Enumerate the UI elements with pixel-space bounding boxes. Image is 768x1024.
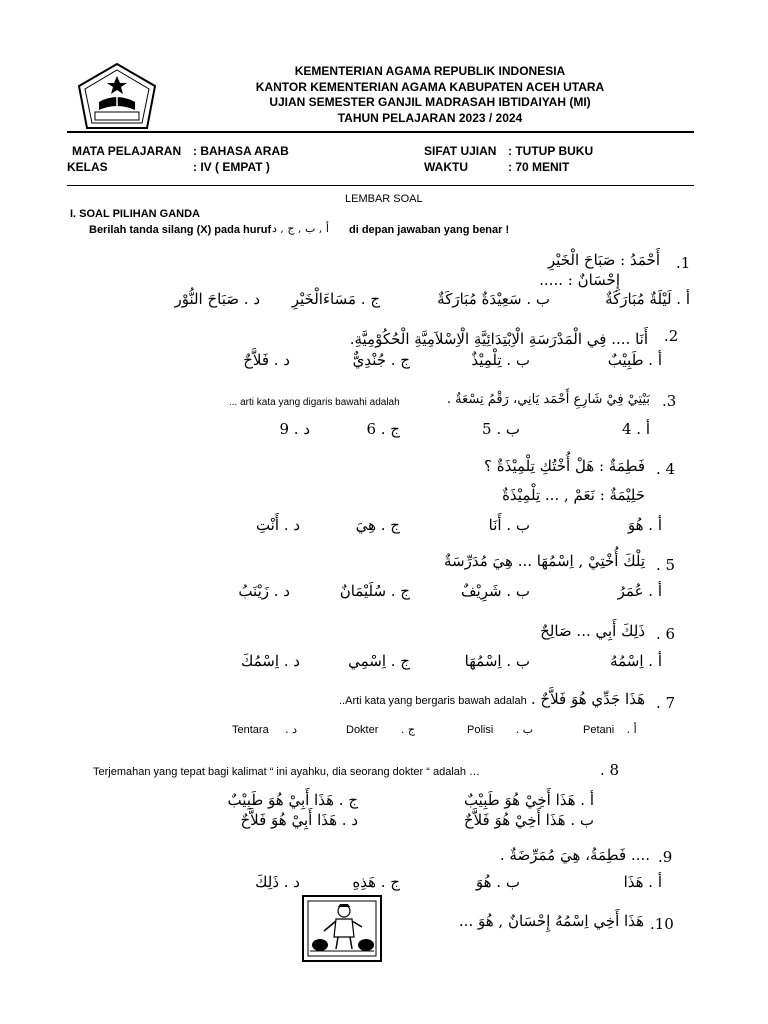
q8-option-a[interactable]: أ . هَذَا أَخِيْ هُوَ طَبِيْبٌ	[463, 791, 594, 809]
q8-option-b[interactable]: ب . هَذَا أَخِيْ هُوَ فَلاَّحٌ	[463, 811, 594, 829]
q8-number: . 8	[600, 761, 620, 779]
q7-option-a[interactable]	[583, 720, 637, 738]
q2-text: أَنَا .... فِي الْمَدْرَسَةِ الْاِبْتِدَائِيَّةِ الْاِسْلاَمِيَّةِ الْحُكُوْمِيَّةِ.	[349, 330, 648, 348]
q7-text-latin: ..Arti kata yang bergaris bawah adalah	[339, 695, 527, 707]
q10-number: .10	[650, 915, 674, 933]
instruction-letters: أ , ب , ج , د	[272, 222, 329, 235]
q1-option-b[interactable]: ب . سَعِيْدَةٌ مُبَارَكَةٌ	[437, 290, 550, 308]
q1-line-1: أَحْمَدُ : صَبَاحَ الْخَيْرِ	[547, 251, 660, 269]
q3-text-latin: ... arti kata yang digaris bawahi adalah	[229, 397, 400, 408]
q7-option-b[interactable]	[467, 720, 533, 738]
q8-text: Terjemahan yang tepat bagi kalimat “ ini ayahku, dia seorang dokter “ adalah …	[93, 766, 481, 778]
q7-text-arabic: هَذَا جَدِّي هُوَ فَلاَّحٌ .	[530, 690, 645, 708]
section-heading: I. SOAL PILIHAN GANDA	[70, 208, 200, 220]
q4-option-b[interactable]: ب . أَنَا	[488, 516, 530, 534]
q4-option-d[interactable]: د . أَنْتِ	[255, 516, 300, 534]
exam-mode-label: SIFAT UJIAN	[424, 144, 497, 158]
q6-number: . 6	[656, 625, 676, 643]
q7-option-d-text: Tentara	[232, 724, 269, 736]
q1-line-2: إِحْسَانٌ : .....	[539, 271, 620, 289]
q5-option-b[interactable]: ب . شَرِيْفٌ	[461, 582, 530, 600]
q9-option-c[interactable]: ج . هَذِهِ	[352, 873, 400, 891]
q6-option-d[interactable]: د . اِسْمُكَ	[240, 652, 300, 670]
q7-option-d[interactable]	[232, 720, 297, 738]
class-label: KELAS	[67, 160, 108, 174]
q1-option-a[interactable]: أ . لَيْلَةٌ مُبَارَكَةٌ	[605, 290, 690, 308]
q2-option-b[interactable]: ب . تِلْمِيْذٌ	[471, 351, 530, 369]
q6-option-a[interactable]: أ . اِسْمُهُ	[610, 652, 662, 670]
time-value: : 70 MENIT	[508, 160, 570, 174]
q5-number: . 5	[656, 556, 676, 574]
q3-option-a[interactable]: أ . 4	[621, 420, 650, 438]
header-divider	[67, 131, 694, 133]
q3-option-c[interactable]: ج . 6	[366, 420, 400, 438]
header-line-1: KEMENTERIAN AGAMA REPUBLIK INDONESIA	[294, 64, 566, 78]
q10-illustration	[302, 895, 382, 962]
q3-option-b[interactable]: ب . 5	[482, 420, 520, 438]
q8-option-c[interactable]: ج . هَذَا أَبِيْ هُوَ طَبِيْبٌ	[227, 791, 358, 809]
exam-mode-value: : TUTUP BUKU	[508, 144, 594, 158]
header-line-4: TAHUN PELAJARAN 2023 / 2024	[337, 111, 523, 125]
header-line-2: KANTOR KEMENTERIAN AGAMA KABUPATEN ACEH UTARA	[255, 80, 605, 94]
q2-option-c[interactable]: ج . جُنْدِيٌّ	[352, 351, 410, 369]
q8-option-d[interactable]: د . هَذَا أَبِيْ هُوَ فَلاَّحٌ	[240, 811, 358, 829]
instruction-part-b: di depan jawaban yang benar !	[349, 224, 510, 236]
q3-text-arabic: بَيْتِيْ فِيْ شَارِعِ أَحْمَد يَانِي، رَقْمُ تِسْعَةٌ .	[446, 392, 650, 407]
q5-option-d[interactable]: د . زَيْنَبُ	[238, 582, 290, 600]
q10-text: هَذَا أَخِي اِسْمُهُ إِحْسَانٌ , هُوَ ...	[458, 912, 644, 930]
instruction-part-a: Berilah tanda silang (X) pada huruf	[89, 224, 272, 236]
q5-option-c[interactable]: ج . سُلَيْمَانٌ	[339, 582, 410, 600]
time-label: WAKTU	[424, 160, 468, 174]
q4-line-2: حَلِيْمَةٌ : نَعَمْ , ... تِلْمِيْذَةٌ	[502, 486, 645, 504]
class-value: : IV ( EMPAT )	[193, 160, 270, 174]
q9-text: .... فَطِمَةُ، هِيَ مُمَرِّضَةٌ .	[499, 846, 650, 864]
q7-option-c-letter: ج .	[400, 723, 415, 736]
q9-option-a[interactable]: أ . هَذَا	[623, 873, 662, 891]
q4-number: . 4	[656, 460, 676, 478]
subject-label: MATA PELAJARAN	[72, 144, 182, 158]
q1-option-c[interactable]: ج . مَسَاءَالْخَيْرِ	[291, 290, 380, 308]
q9-option-d[interactable]: د . ذَلِكَ	[255, 873, 300, 891]
q6-option-c[interactable]: ج . اِسْمِي	[348, 652, 410, 670]
q9-option-b[interactable]: ب . هُوَ	[475, 873, 520, 891]
q7-option-c[interactable]	[346, 720, 415, 738]
subject-value: : BAHASA ARAB	[193, 144, 289, 158]
q7-option-b-letter: ب .	[515, 723, 534, 736]
q3-number: .3	[662, 392, 677, 410]
q6-option-b[interactable]: ب . اِسْمُهَا	[464, 652, 530, 670]
sheet-title: LEMBAR SOAL	[345, 193, 423, 205]
q7-option-a-text: Petani	[583, 724, 615, 736]
meta-divider	[67, 185, 694, 186]
q1-option-d[interactable]: د . صَبَاحَ النُّوْر	[174, 290, 260, 308]
q4-option-c[interactable]: ج . هِيَ	[355, 516, 400, 534]
q9-number: .9	[658, 848, 673, 866]
q7-option-c-text: Dokter	[346, 724, 379, 736]
q7-option-a-letter: أ .	[626, 723, 637, 736]
q2-option-d[interactable]: د . فَلاَّحٌ	[243, 351, 290, 369]
q5-option-a[interactable]: أ . عُمَرُ	[617, 582, 662, 600]
q7-option-d-letter: د .	[285, 723, 298, 736]
q7-number: . 7	[656, 694, 676, 712]
q4-option-a[interactable]: أ . هُوَ	[627, 516, 662, 534]
q5-text: تِلْكَ أُخْتِيْ , اِسْمُهَا ... هِيَ مُدَرِّسَةٌ	[444, 552, 645, 570]
q7-option-b-text: Polisi	[467, 724, 494, 736]
header-line-3: UJIAN SEMESTER GANJIL MADRASAH IBTIDAIYAH (MI)	[269, 95, 591, 109]
q3-option-d[interactable]: د . 9	[279, 420, 310, 438]
q6-text: ذَلِكَ أَبِي ... صَالِحٌ	[540, 622, 645, 640]
logo	[77, 62, 157, 130]
q2-option-a[interactable]: أ . طَبِيْبٌ	[607, 351, 662, 369]
q2-number: .2	[664, 327, 679, 345]
q4-line-1: فَطِمَةٌ : هَلْ أُخْتُكِ تِلْمِيْذَةٌ ؟	[484, 457, 645, 475]
q1-number: .1	[676, 254, 691, 272]
